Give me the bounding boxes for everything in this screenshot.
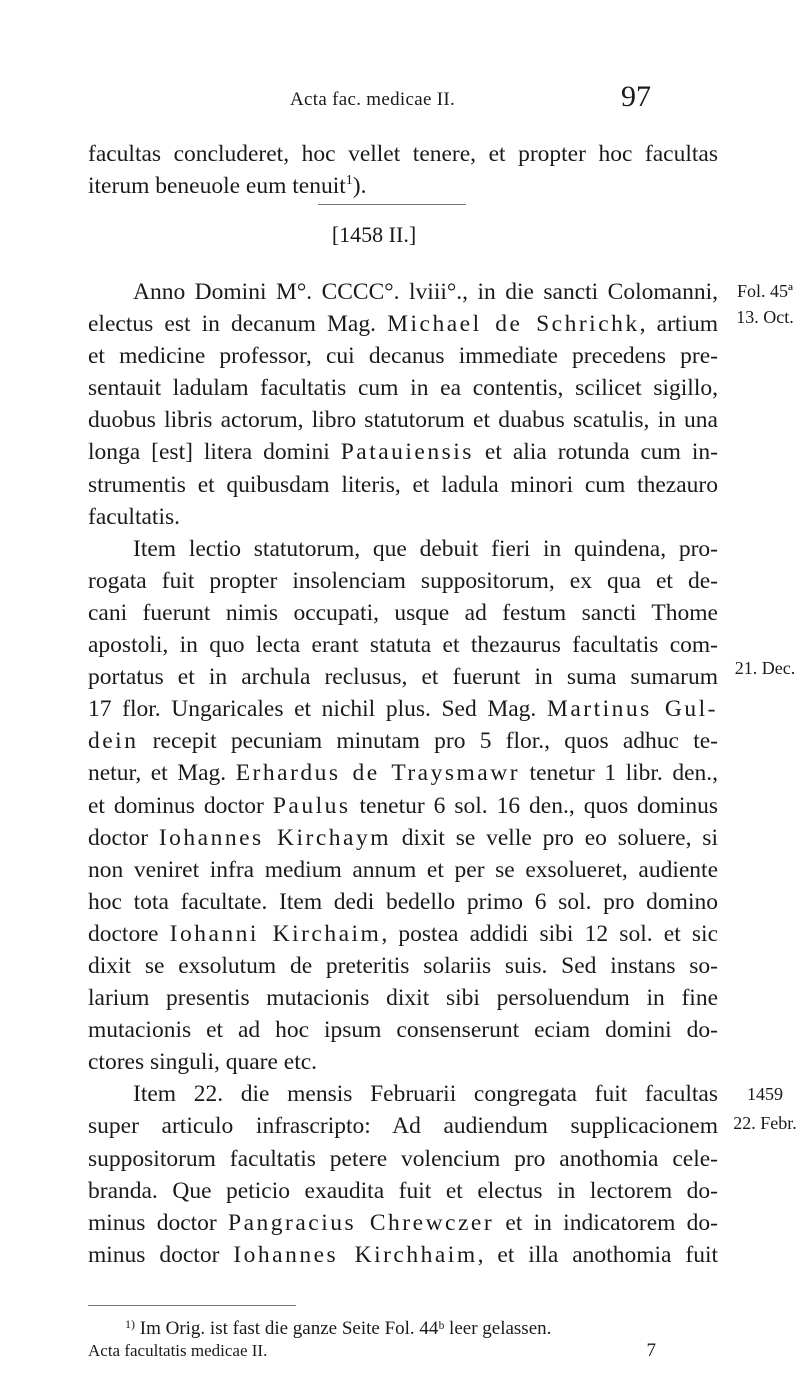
text-line (88, 1239, 718, 1271)
spaced-name: Martinus Gul- (546, 696, 718, 723)
spaced-name: Pangracius Chrewczer (228, 1209, 495, 1236)
text-segment: hoc tota facultate. Item dedi bedello primo 6 sol. pro domino (88, 888, 718, 915)
footer-title: Acta facultatis medicae II. (88, 1341, 268, 1360)
footnote-reference: 1 (345, 173, 353, 189)
text-segment: strumentis et quibusdam literis, et ladula minori cum thezauro (88, 471, 718, 498)
text-segment: apostoli, in quo lecta erant statuta et thezaurus facultatis com- (88, 632, 718, 659)
text-segment: rogata fuit propter insolenciam suppositorum, ex qua et de- (88, 567, 718, 594)
spaced-name: Iohannes Kirchhaim (233, 1241, 478, 1268)
text-line (88, 469, 718, 501)
text-segment: tenetur 1 libr. den., (520, 760, 719, 787)
text-line (88, 757, 718, 789)
text-segment: portatus et in archula reclusus, et fuerunt in suma sumarum (88, 664, 718, 691)
text-line (88, 565, 718, 597)
text-segment: sentauit ladulam facultatis cum in ea contentis, scilicet sigillo, (88, 375, 718, 402)
body-text (88, 276, 718, 1271)
spaced-name: Paulus (272, 792, 351, 819)
text-line (88, 982, 718, 1014)
text-line (88, 340, 718, 372)
spaced-name: Iohanni Kirchaim (169, 920, 382, 947)
text-segment: suppositorum facultatis petere volencium pro anothomia cele- (88, 1145, 718, 1172)
text-segment: , postea addidi sibi 12 sol. et sic (381, 920, 719, 947)
text-segment: netur, et Mag. (88, 760, 236, 787)
text-line (88, 1143, 718, 1175)
text-segment: tenetur 6 sol. 16 den., quos dominus (350, 792, 718, 819)
text-line (88, 1207, 718, 1239)
text-line (88, 693, 718, 725)
text-segment: Item lectio statutorum, que debuit fieri in quindena, pro- (133, 535, 718, 562)
spaced-name: dein (88, 728, 139, 755)
text-segment: , et illa anothomia fuit (477, 1241, 718, 1268)
spaced-name: Erhardus de Traysmawr (235, 760, 521, 787)
text-segment: Anno Domini M°. CCCC°. lviii°., in die sancti Colomanni, (133, 279, 718, 305)
text-segment: et in indicatorem do- (494, 1209, 718, 1236)
margin-note-date: 21. Dec. (734, 658, 796, 678)
text-line (88, 725, 718, 757)
text-segment: larium presentis mutacionis dixit sibi persoluendum in fine (88, 985, 718, 1012)
text-segment: duobus libris actorum, libro statutorum et duabus scatulis, in una (88, 407, 718, 434)
page-header (0, 82, 800, 122)
spaced-name: Iohannes Kirchaym (158, 824, 391, 851)
text-segment: electus est in decanum Mag. (88, 311, 388, 338)
text-line (88, 597, 718, 629)
text-segment: dixit se exsolutum de preteritis solariis suis. Sed instans so- (88, 952, 718, 979)
page-number: 97 (621, 80, 651, 113)
text-segment: , artium (639, 311, 718, 338)
text-line: facultas concluderet, hoc vellet tenere, et propter hoc facultas (88, 141, 718, 167)
text-segment: et medicine professor, cui decanus immediate precedens pre- (88, 343, 718, 370)
signature-mark: 7 (646, 1340, 656, 1361)
text-line (88, 886, 718, 918)
text-segment: minus doctor (88, 1209, 229, 1236)
text-line (88, 918, 718, 950)
text-line (88, 404, 718, 436)
text-line: iterum beneuole eum tenuit$^1$). (88, 173, 367, 200)
text-line (88, 661, 718, 693)
text-segment: minus doctor (88, 1241, 234, 1268)
margin-note-year: 1459 (747, 1084, 783, 1104)
text-segment: recepit pecuniam minutam pro 5 flor., quos adhuc te- (138, 728, 718, 755)
text-segment: facultatis. (88, 503, 181, 530)
text-segment: ctores singuli, quare etc. (88, 1049, 318, 1076)
text-line (88, 950, 718, 982)
text-segment: branda. Que peticio exaudita fuit et electus in lectorem do- (88, 1177, 718, 1204)
top-paragraph (88, 138, 718, 202)
text-segment: dixit se velle pro eo soluere, si (390, 824, 718, 851)
text-line (88, 501, 718, 533)
text-segment: doctore (88, 920, 170, 947)
text-segment: Item 22. die mensis Februarii congregata fuit facultas (133, 1081, 718, 1108)
text-segment: et dominus doctor (88, 792, 273, 819)
text-line (88, 1014, 718, 1046)
text-line (88, 533, 718, 565)
text-segment: mutacionis et ad hoc ipsum consenserunt eciam domini do- (88, 1017, 718, 1044)
text-line (88, 1078, 718, 1110)
text-line (88, 372, 718, 404)
text-segment: 17 flor. Ungaricales et nichil plus. Sed Mag. (88, 696, 547, 723)
text-segment: longa [est] litera domini (88, 439, 341, 466)
text-line (88, 308, 718, 340)
text-line (88, 1046, 718, 1078)
text-segment: cani fuerunt nimis occupati, usque ad festum sancti Thome (88, 599, 718, 626)
spaced-name: Michael de Schrichk (387, 311, 640, 338)
footnote-divider (88, 1305, 296, 1306)
text-line (88, 629, 718, 661)
footnote-text: Im Orig. ist fast die ganze Seite Fol. 44ᵇ leer gelassen. (139, 1318, 552, 1339)
section-divider (318, 204, 466, 205)
spaced-name: Patauiensis (340, 439, 474, 466)
text-segment: non veniret infra medium annum et per se exsolueret, audiente (88, 856, 718, 883)
section-heading: [1458 II.] (331, 222, 417, 247)
footnote-mark: 1) (125, 1317, 135, 1331)
margin-note-folio: Fol. 45ª (737, 281, 793, 301)
text-segment: doctor (88, 824, 159, 851)
text-line (88, 436, 718, 468)
text-line (88, 854, 718, 886)
text-segment: et alia rotunda cum in- (473, 439, 718, 466)
margin-note-date: 22. Febr. (733, 1113, 797, 1133)
text-line (88, 276, 718, 308)
text-segment: super articulo infrascripto: Ad audiendum supplicacionem (88, 1113, 718, 1140)
text-line (88, 822, 718, 854)
text-line (88, 1175, 718, 1207)
text-line (88, 1110, 718, 1142)
margin-note-date: 13. Oct. (736, 307, 794, 327)
page-footer (88, 1338, 656, 1364)
running-head: Acta fac. medicae II. (290, 89, 456, 110)
text-line (88, 790, 718, 822)
